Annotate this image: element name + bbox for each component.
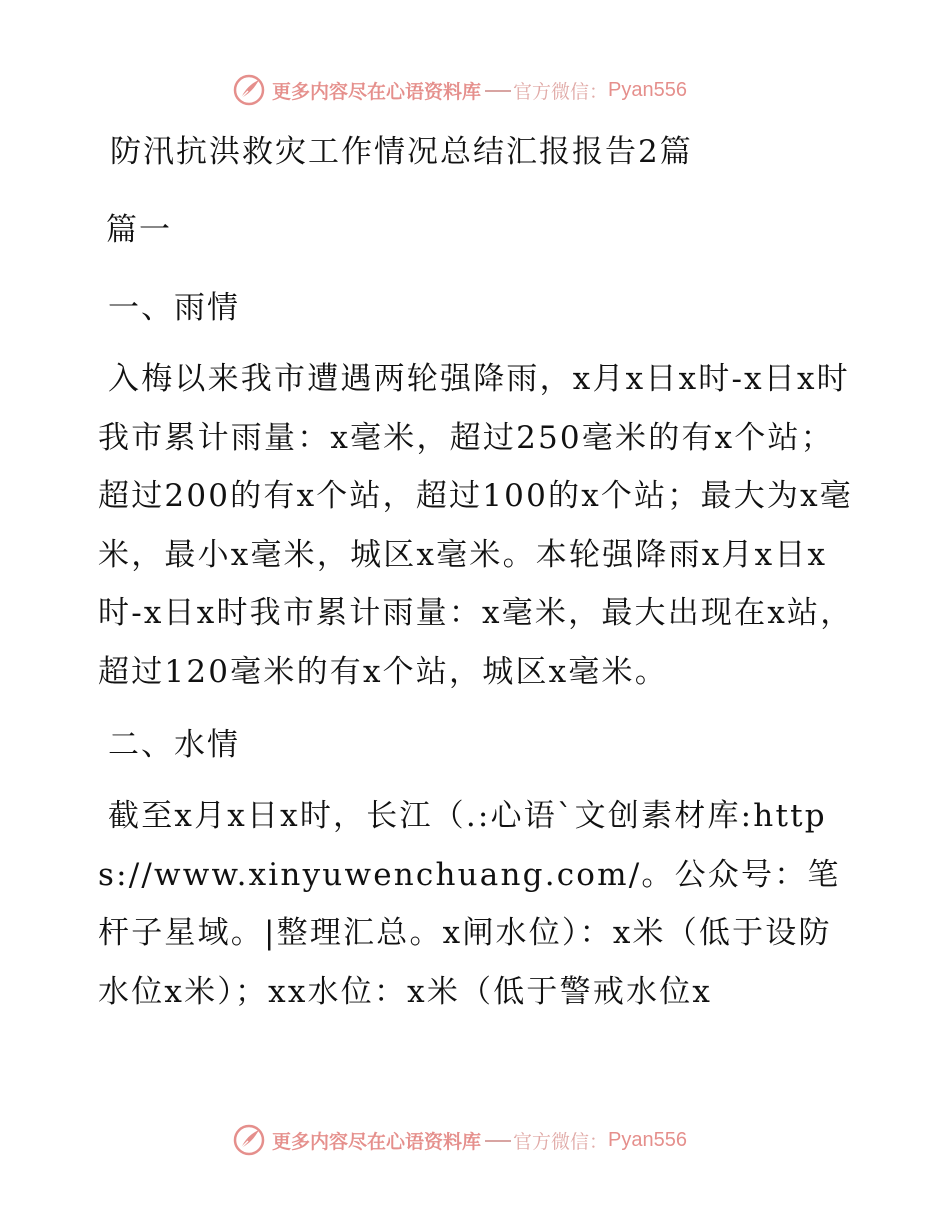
section-paragraph-water: 截至x月x日x时，长江（.:心语`文创素材库:https://www.xinyuwenchuang.com/。公众号：笔杆子星域。|整理汇总。x闸水位）：x米（低于设防水位x米）；xx水位：x米（低于警戒水位x xyxy=(98,798,841,1010)
watermark-official-label: 官方微信： xyxy=(513,1130,609,1153)
quill-pen-icon xyxy=(232,73,266,107)
watermark-official-label: 官方微信： xyxy=(513,80,609,103)
part-label: 篇一 xyxy=(106,212,172,248)
watermark-dash xyxy=(485,90,511,92)
quill-pen-icon xyxy=(232,1123,266,1157)
watermark-text: 更多内容尽在心语资料库 xyxy=(272,1130,482,1153)
watermark-dash xyxy=(485,1140,511,1142)
document-body xyxy=(98,118,858,1035)
section-heading-rain: 一、雨情 xyxy=(108,290,240,326)
watermark-wechat-id: Pyan556 xyxy=(608,1128,687,1151)
document-title: 防汛抗洪救灾工作情况总结汇报报告2篇 xyxy=(110,134,693,170)
watermark-wechat-id: Pyan556 xyxy=(608,78,687,101)
watermark-header xyxy=(232,70,687,110)
section-paragraph-rain: 入梅以来我市遭遇两轮强降雨，x月x日x时-x日x时我市累计雨量：x毫米，超过250毫米的有x个站；超过200的有x个站，超过100的x个站；最大为x毫米，最小x毫米，城区x毫米。本轮强降雨x月x日x时-x日x时我市累计雨量：x毫米，最大出现在x站，超过120毫米的有x个站，城区x毫米。 xyxy=(98,361,854,690)
watermark-text: 更多内容尽在心语资料库 xyxy=(272,80,482,103)
section-heading-water: 二、水情 xyxy=(108,727,240,763)
watermark-footer xyxy=(232,1120,687,1160)
